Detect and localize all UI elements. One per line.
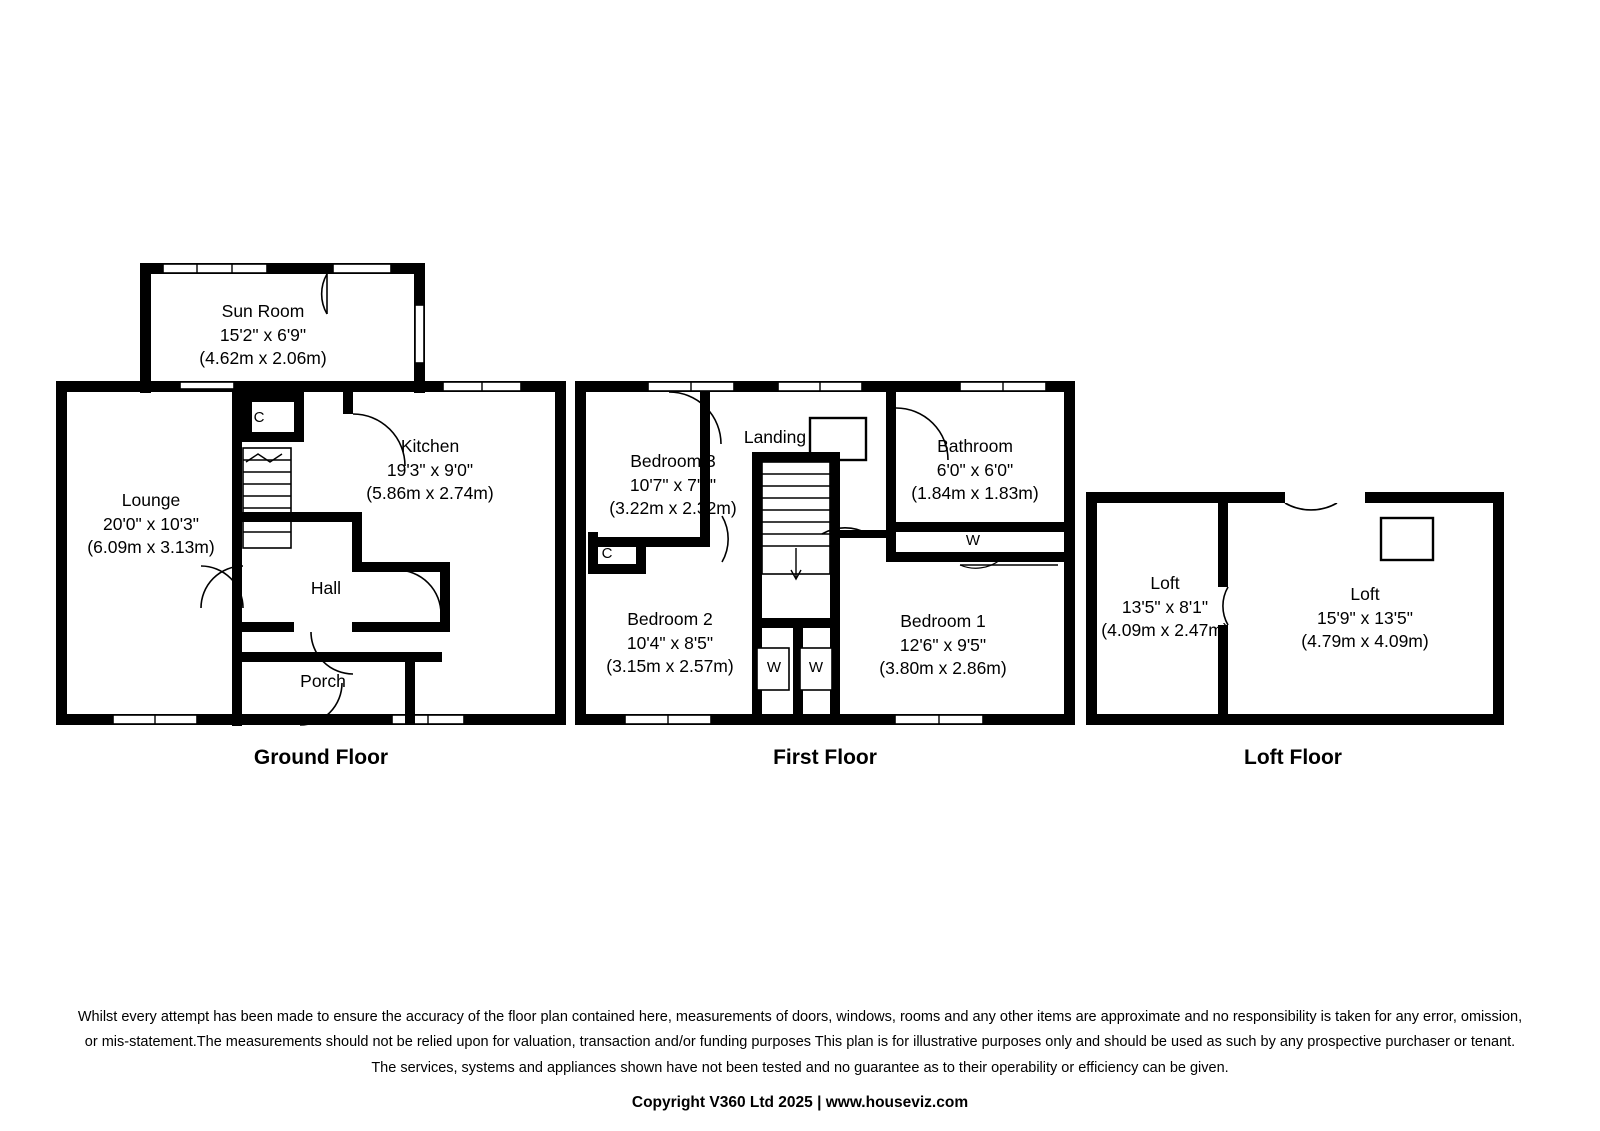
room-label-sun-room: [138, 300, 388, 371]
room-name: Loft: [1150, 573, 1180, 593]
room-dim-imperial: 15'2" x 6'9": [219, 324, 307, 345]
room-name: Sun Room: [221, 301, 305, 321]
room-dim-metric: (6.09m x 3.13m): [87, 537, 215, 558]
room-dim-imperial: 10'7" x 7'7": [629, 474, 717, 495]
disclaimer-line-2: or mis-statement.The measurements should not be relied upon for valuation, transaction and/or funding purposes This plan is for illustrative purposes only and should be used as such by any prospective purchaser or tenant.: [84, 1034, 1516, 1051]
room-name: Landing: [743, 427, 807, 447]
room-label-bedroom-2: [565, 608, 775, 679]
room-name: Lounge: [121, 490, 181, 510]
room-dim-imperial: 15'9" x 13'5": [1317, 607, 1413, 628]
room-label-bathroom: [870, 435, 1080, 506]
room-dim-metric: (3.15m x 2.57m): [606, 656, 734, 677]
room-name: Bedroom 3: [630, 451, 716, 471]
room-name: Bedroom 1: [900, 611, 986, 631]
wardrobe-tag-right: W: [808, 659, 824, 676]
room-name: Loft: [1350, 584, 1380, 604]
floor-title-loft: Loft Floor: [1244, 746, 1342, 769]
room-label-bedroom-1: [838, 610, 1048, 681]
room-dim-imperial: 12'6" x 9'5": [899, 634, 987, 655]
wardrobe-tag-left: W: [766, 659, 782, 676]
room-label-kitchen: [305, 435, 555, 506]
room-name: Bathroom: [937, 436, 1013, 456]
disclaimer-line-3: The services, systems and appliances shown have not been tested and no guarantee as to their operability or efficiency can be given.: [371, 1059, 1229, 1076]
room-dim-metric: (4.62m x 2.06m): [199, 348, 327, 369]
room-dim-metric: (1.84m x 1.83m): [911, 483, 1039, 504]
room-dim-metric: (3.80m x 2.86m): [879, 658, 1007, 679]
room-label-loft-large: [1260, 583, 1470, 654]
room-name: Porch: [300, 671, 346, 691]
room-dim-imperial: 6'0" x 6'0": [936, 459, 1014, 480]
floor-title-ground: Ground Floor: [253, 746, 389, 769]
room-dim-imperial: 20'0" x 10'3": [103, 513, 199, 534]
room-name: Kitchen: [400, 436, 460, 456]
room-dim-imperial: 19'3" x 9'0": [386, 459, 474, 480]
copyright-notice: Copyright V360 Ltd 2025 | www.houseviz.com: [631, 1094, 969, 1112]
wardrobe-tag-bedroom1: W: [965, 532, 981, 549]
floor-title-first: First Floor: [773, 746, 877, 769]
room-name: Bedroom 2: [627, 609, 713, 629]
room-name: Hall: [310, 578, 342, 598]
room-dim-metric: (4.09m x 2.47m): [1101, 620, 1229, 641]
disclaimer: [0, 1005, 1600, 1116]
room-dim-metric: (5.86m x 2.74m): [366, 483, 494, 504]
room-label-landing: [690, 426, 860, 450]
disclaimer-line-1: Whilst every attempt has been made to ensure the accuracy of the floor plan contained here, measurements of doors, windows, rooms and any other items are approximate and no responsibility is taken for any error, omission,: [77, 1009, 1523, 1025]
cupboard-tag-first: C: [601, 545, 613, 562]
room-label-bedroom-3: [568, 450, 778, 521]
room-dim-metric: (3.22m x 2.32m): [609, 498, 737, 519]
room-dim-imperial: 13'5" x 8'1": [1121, 596, 1209, 617]
room-label-porch: [262, 670, 384, 694]
room-dim-imperial: 10'4" x 8'5": [626, 632, 714, 653]
room-label-loft-small: [1060, 572, 1270, 643]
room-dim-metric: (4.79m x 4.09m): [1301, 631, 1429, 652]
room-label-lounge: [26, 489, 276, 560]
room-label-hall: [265, 577, 387, 601]
cupboard-tag-ground: C: [253, 409, 265, 426]
